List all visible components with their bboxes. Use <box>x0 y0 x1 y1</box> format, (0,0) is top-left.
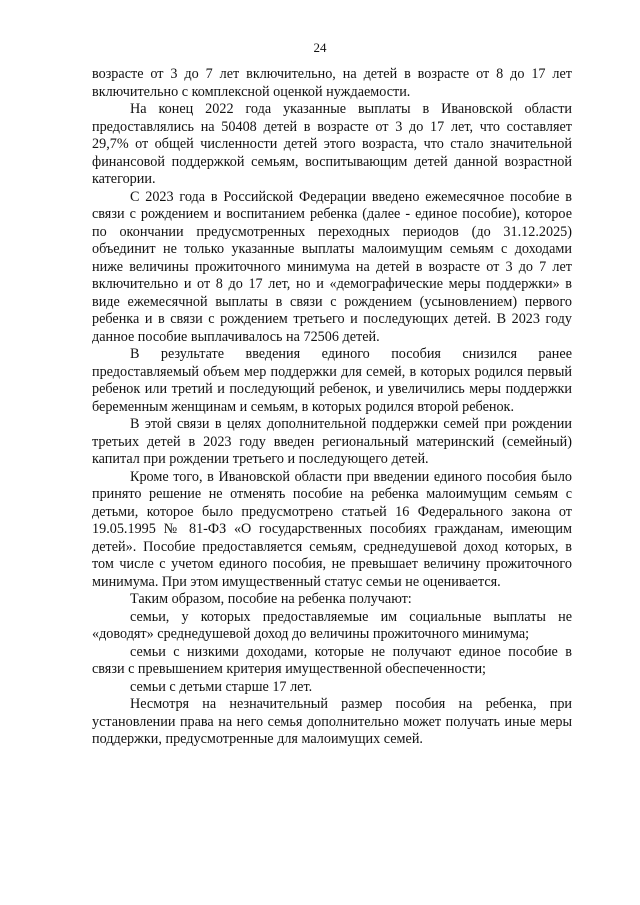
list-item: семьи, у которых предоставляемые им социальные выплаты не «доводят» среднедушевой доход до величины прожиточного минимума; <box>92 608 572 642</box>
paragraph-child-allowance: Кроме того, в Ивановской области при введении единого пособия было принято решение не отменять пособие на ребенка малоимущим семьям с детьми, которое было предусмотрено статьей 16 Федерального закона от 19.05.1995 № 81-ФЗ «О государственных пособиях гражданам, имеющим детей». Пособие предоставляется семьям, среднедушевой доход которых, в том числе с учетом единого пособия, не превышает величину прожиточного минимума. При этом имущественный статус семьи не оценивается. <box>92 468 572 590</box>
paragraph-recipients-intro: Таким образом, пособие на ребенка получают: <box>130 591 412 607</box>
paragraph-conclusion: Несмотря на незначительный размер пособия на ребенка, при установлении права на него семья дополнительно может получать иные меры поддержки, предусмотренные для малоимущих семей. <box>92 696 572 747</box>
list-item: семьи с детьми старше 17 лет. <box>130 678 313 695</box>
paragraph-2022-payments: На конец 2022 года указанные выплаты в Ивановской области предоставлялись на 50408 детей в возрасте от 3 до 17 лет, что составляет 29,7% от общей численности детей этого возраста, что стало значительной финансовой поддержкой семьям, воспитывающим детей данной возрастной категории. <box>92 101 572 187</box>
paragraph-unified-allowance: С 2023 года в Российской Федерации введено ежемесячное пособие в связи с рождением и воспитанием ребенка (далее - единое пособие), которое по окончании предусмотренных переходных периодов (до 31.12.2025) объединит не только указанные выплаты малоимущим семьям с доходами ниже величины прожиточного минимума на детей в возрасте от 3 до 7 лет включительно и от 8 до 17 лет, но и «демографические меры поддержки» в виде ежемесячной выплаты в связи с рождением (усыновлением) первого ребенка и в связи с рождением третьего и последующих детей. В 2023 году данное пособие выплачивалось на 72506 детей. <box>92 188 572 345</box>
list-item: семьи с низкими доходами, которые не получают единое пособие в связи с превышением критерия имущественной обеспеченности; <box>92 643 572 677</box>
paragraph-maternity-capital: В этой связи в целях дополнительной поддержки семей при рождении третьих детей в 2023 году введен региональный материнский (семейный) капитал при рождении третьего и последующего детей. <box>92 416 572 467</box>
body-text <box>92 66 572 749</box>
paragraph-result: В результате введения единого пособия снизился ранее предоставляемый объем мер поддержки для семей, в которых родился первый ребенок или третий и последующий ребенок, и увеличились меры поддержки беременным женщинам и семьям, в которых родился второй ребенок. <box>92 346 572 415</box>
paragraph-continuation: возрасте от 3 до 7 лет включительно, на детей в возрасте от 8 до 17 лет включительно с комплексной оценкой нуждаемости. <box>92 66 572 100</box>
page-number: 24 <box>313 40 327 55</box>
